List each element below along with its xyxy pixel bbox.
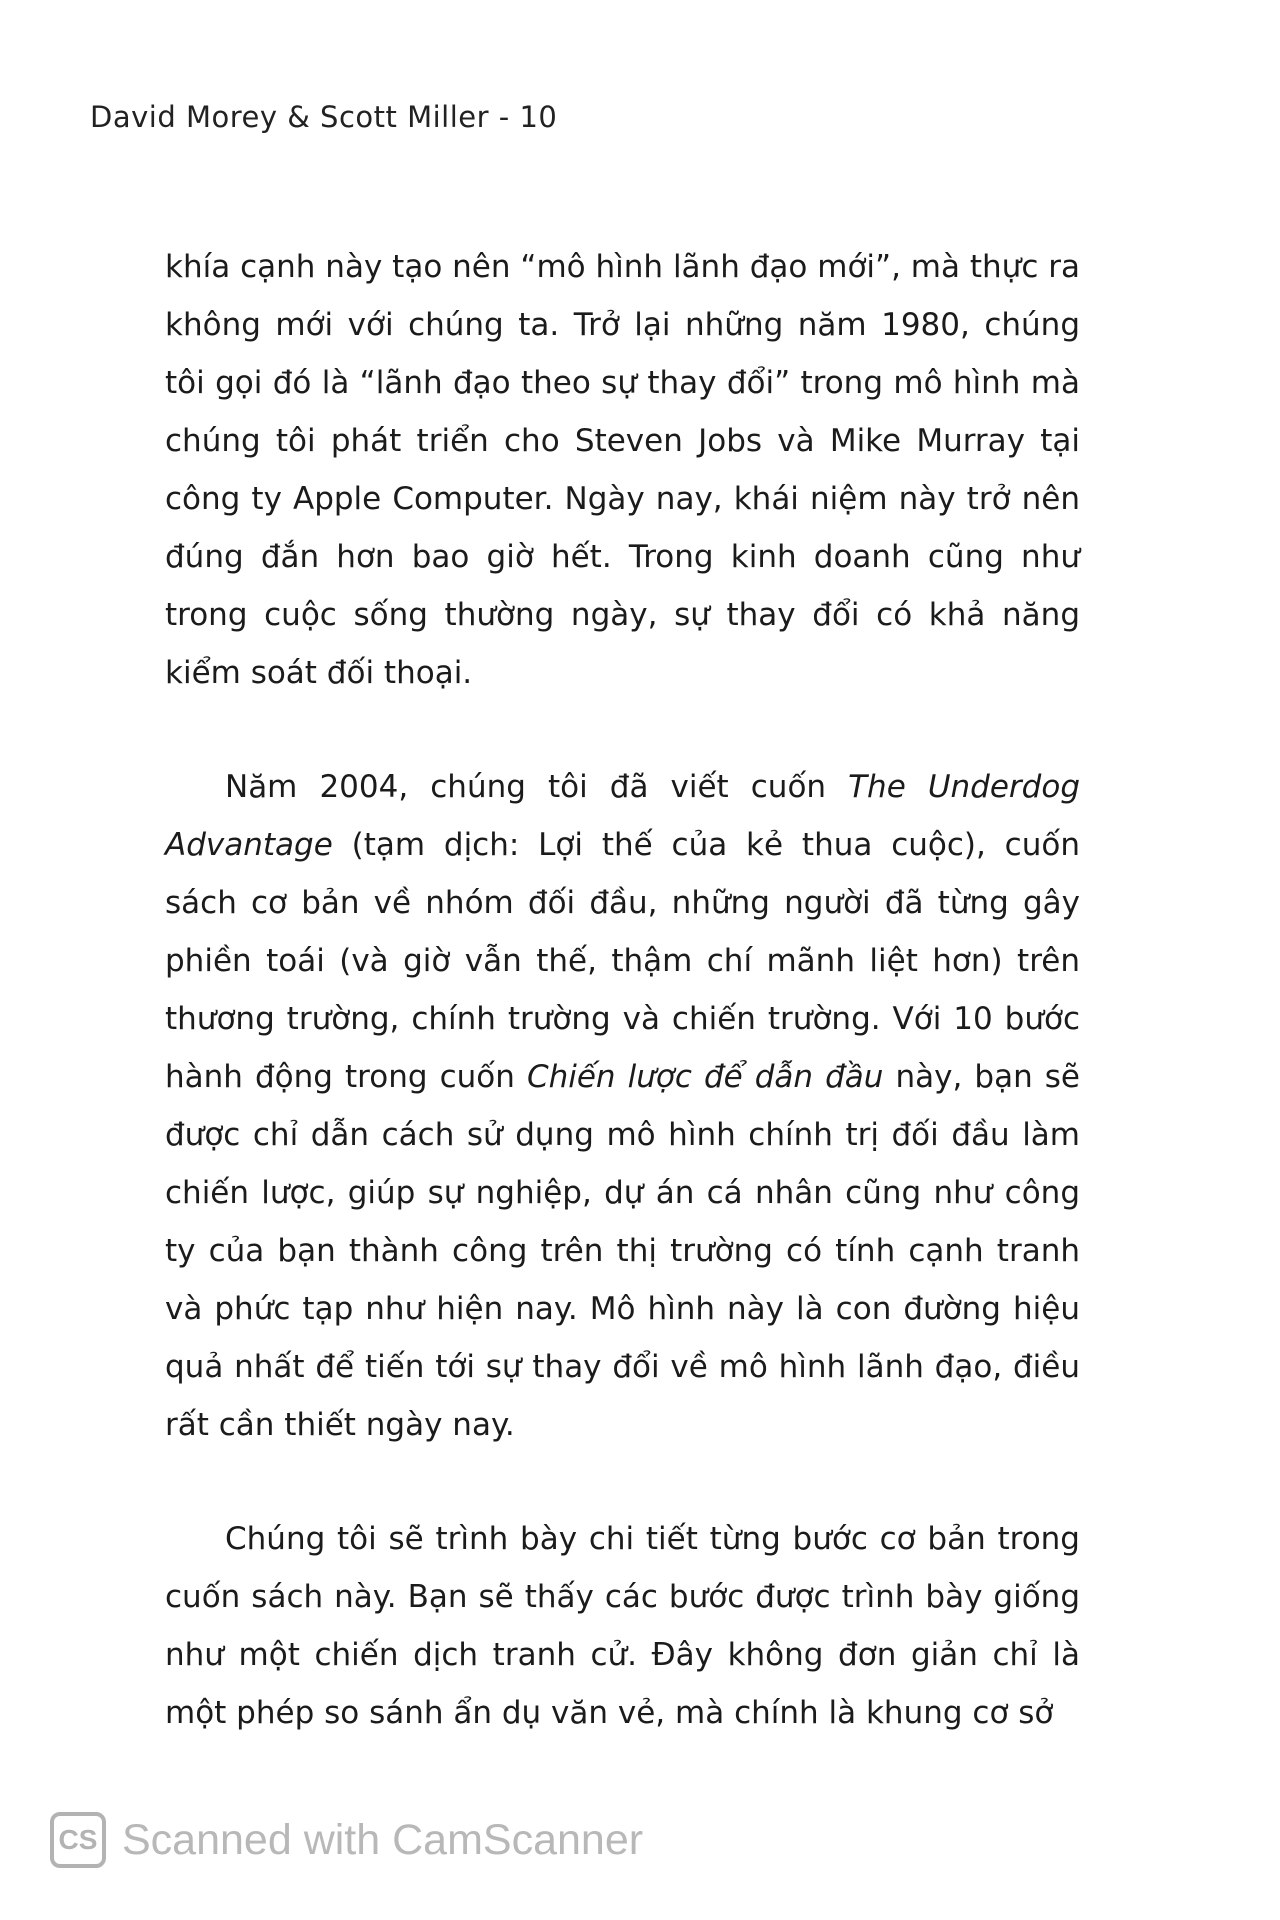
book-title-underdog-advantage: The Underdog Advantage: [165, 769, 1080, 863]
body-text: [165, 238, 1080, 1742]
paragraph-3: [165, 1510, 1080, 1742]
paragraph-1: [165, 238, 1080, 702]
camscanner-watermark-text: Scanned with CamScanner: [122, 1815, 644, 1864]
paragraph-2-text-2: (tạm dịch: Lợi thế của kẻ thua cuộc), cuốn sách cơ bản về nhóm đối đầu, những người đã từng gây phiền toái (và giờ vẫn thế, thậm chí mãnh liệt hơn) trên thương trường, chính trường và chiến trường. Với 10 bước hành động trong cuốn: [165, 827, 1080, 1095]
running-header: David Morey & Scott Miller - 10: [90, 100, 558, 134]
camscanner-watermark: [50, 1812, 643, 1868]
book-title-chien-luoc: Chiến lược để dẫn đầu: [526, 1059, 884, 1095]
paragraph-3-text: Chúng tôi sẽ trình bày chi tiết từng bước cơ bản trong cuốn sách này. Bạn sẽ thấy các bước được trình bày giống như một chiến dịch tranh cử. Đây không đơn giản chỉ là một phép so sánh ẩn dụ văn vẻ, mà chính là khung cơ sở: [165, 1521, 1080, 1731]
paragraph-2-text-1: Năm 2004, chúng tôi đã viết cuốn: [225, 769, 849, 805]
paragraph-2-text-3: này, bạn sẽ được chỉ dẫn cách sử dụng mô hình chính trị đối đầu làm chiến lược, giúp sự nghiệp, dự án cá nhân cũng như công ty của bạn thành công trên thị trường có tính cạnh tranh và phức tạp như hiện nay. Mô hình này là con đường hiệu quả nhất để tiến tới sự thay đổi về mô hình lãnh đạo, điều rất cần thiết ngày nay.: [165, 1059, 1081, 1443]
camscanner-logo-icon: [50, 1812, 106, 1868]
paragraph-2: [165, 758, 1080, 1454]
paragraph-1-text: khía cạnh này tạo nên “mô hình lãnh đạo mới”, mà thực ra không mới với chúng ta. Trở lại những năm 1980, chúng tôi gọi đó là “lãnh đạo theo sự thay đổi” trong mô hình mà chúng tôi phát triển cho Steven Jobs và Mike Murray tại công ty Apple Computer. Ngày nay, khái niệm này trở nên đúng đắn hơn bao giờ hết. Trong kinh doanh cũng như trong cuộc sống thường ngày, sự thay đổi có khả năng kiểm soát đối thoại.: [165, 249, 1080, 691]
camscanner-logo-text: CS: [58, 1824, 98, 1855]
